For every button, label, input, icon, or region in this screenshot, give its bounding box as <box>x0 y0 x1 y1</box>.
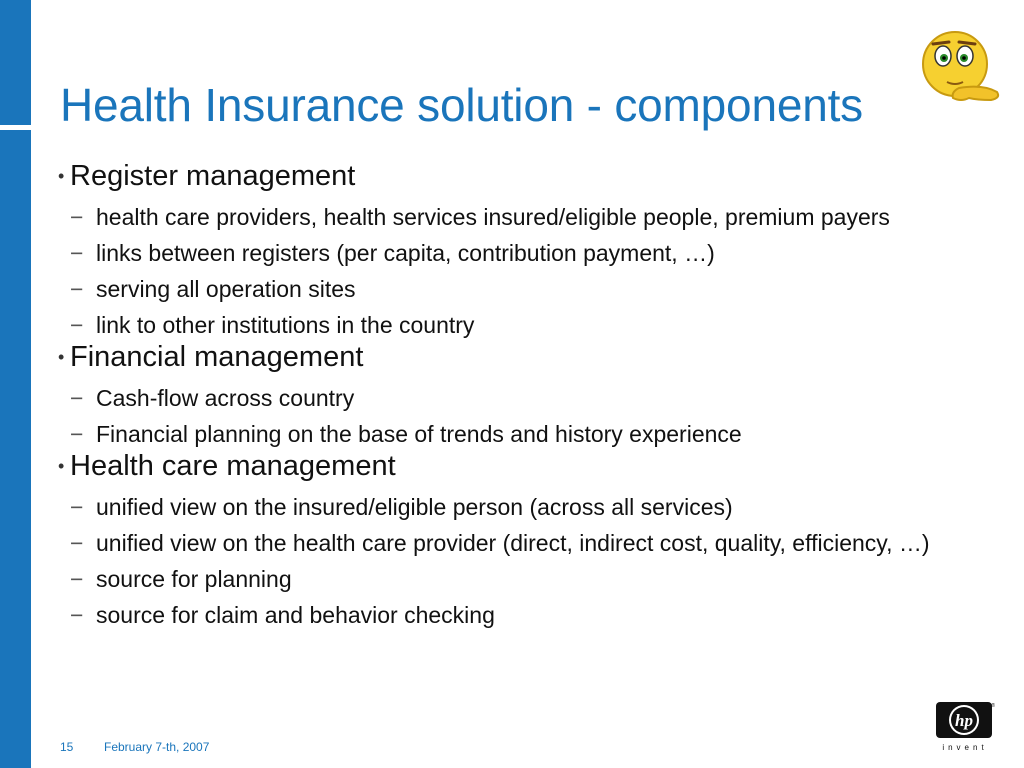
section-heading <box>58 340 998 374</box>
list-item-text: source for planning <box>96 566 292 592</box>
dash-icon: − <box>70 530 84 556</box>
slide-content <box>58 156 998 627</box>
bullet-icon: • <box>58 347 65 367</box>
list-item-text: Financial planning on the base of trends and history experience <box>96 421 742 447</box>
list-item-text: source for claim and behavior checking <box>96 602 495 628</box>
section-heading-text: Financial management <box>70 341 364 373</box>
dash-icon: − <box>70 602 84 628</box>
list-item-text: link to other institutions in the country <box>96 312 475 338</box>
svg-text:hp: hp <box>955 711 973 730</box>
dash-icon: − <box>70 204 84 230</box>
hp-logo-tagline: invent <box>942 743 988 752</box>
section-heading-text: Health care management <box>70 450 396 482</box>
list-item <box>58 603 998 627</box>
list-item-text: Cash-flow across country <box>96 385 355 411</box>
hp-logo-icon <box>932 700 998 754</box>
section-heading <box>58 449 998 483</box>
dash-icon: − <box>70 312 84 338</box>
section-heading <box>58 159 998 193</box>
list-item <box>58 241 998 265</box>
svg-text:®: ® <box>991 703 995 709</box>
list-item <box>58 495 998 519</box>
dash-icon: − <box>70 240 84 266</box>
list-item <box>58 313 998 337</box>
list-item <box>58 422 998 446</box>
bullet-icon: • <box>58 166 65 186</box>
dash-icon: − <box>70 494 84 520</box>
list-item-text: unified view on the health care provider (direct, indirect cost, quality, efficiency, …) <box>96 530 930 556</box>
dash-icon: − <box>70 566 84 592</box>
slide-title: Health Insurance solution - components <box>60 79 863 131</box>
footer-date: February 7-th, 2007 <box>104 740 210 754</box>
list-item-text: links between registers (per capita, contribution payment, …) <box>96 240 715 266</box>
list-item <box>58 386 998 410</box>
side-accent-bar-bottom <box>0 130 31 768</box>
dash-icon: − <box>70 385 84 411</box>
list-item <box>58 277 998 301</box>
thinking-emoticon-icon <box>913 26 1003 116</box>
list-item-text: health care providers, health services insured/eligible people, premium payers <box>96 204 890 230</box>
list-item <box>58 205 998 229</box>
list-item <box>58 567 998 591</box>
list-item <box>58 531 998 555</box>
list-item-text: unified view on the insured/eligible person (across all services) <box>96 494 733 520</box>
bullet-icon: • <box>58 456 65 476</box>
page-number: 15 <box>60 740 74 754</box>
dash-icon: − <box>70 421 84 447</box>
dash-icon: − <box>70 276 84 302</box>
list-item-text: serving all operation sites <box>96 276 356 302</box>
side-accent-bar-top <box>0 0 31 125</box>
section-heading-text: Register management <box>70 160 356 192</box>
